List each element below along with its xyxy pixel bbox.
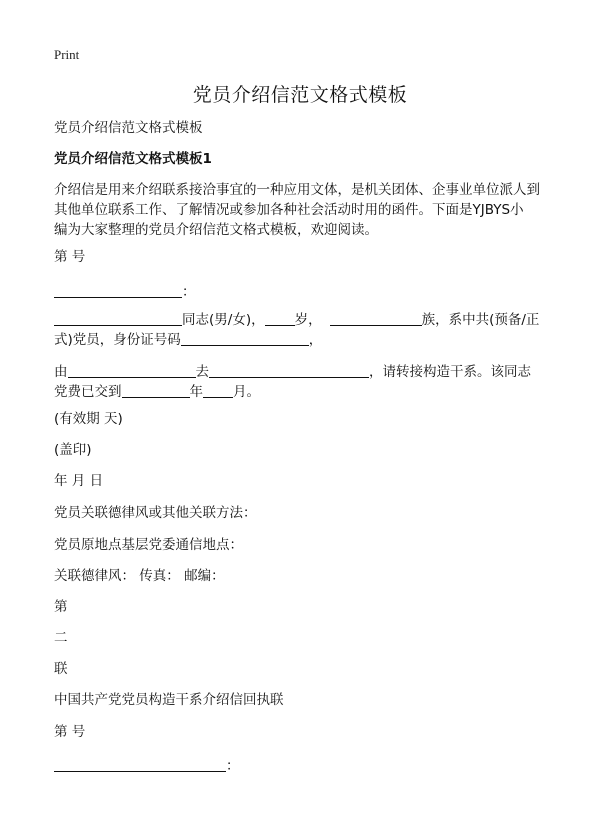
member-line-2	[54, 329, 322, 351]
document-title: 党员介绍信范文格式模板	[192, 84, 408, 106]
member-text: 式)党员，身份证号码	[54, 332, 181, 348]
recipient-line	[54, 281, 196, 303]
print-link[interactable]: Print	[54, 47, 80, 62]
document-subtitle: 党员介绍信范文格式模板	[54, 120, 203, 136]
part-char-di: 第	[54, 599, 68, 615]
from-text: 由	[54, 364, 68, 380]
ethnic-blank[interactable]	[330, 311, 422, 326]
recipient-blank[interactable]	[54, 283, 182, 298]
phone-fax-zip-text: 关联德律风： 传真： 邮编：	[54, 568, 225, 584]
receipt-colon: ：	[226, 758, 240, 774]
to-blank[interactable]	[209, 363, 369, 378]
address-text: 党员原地点基层党委通信地点：	[54, 537, 243, 553]
age-text: 岁，	[294, 312, 322, 328]
receipt-title: 中国共产党党员构造干系介绍信回执联	[54, 692, 284, 708]
from-blank[interactable]	[68, 363, 196, 378]
intro-line-1: 介绍信是用来介绍联系接洽事宜的一种应用文体，是机关团体、企事业单位派人到	[54, 182, 540, 198]
age-blank[interactable]	[265, 311, 295, 326]
to-text: 去	[195, 364, 209, 380]
recipient-colon: ：	[182, 284, 196, 300]
id-number-blank[interactable]	[181, 331, 309, 346]
letter-number-label: 第 号	[54, 249, 86, 265]
section-heading: 党员介绍信范文格式模板1	[54, 151, 212, 167]
ethnic-text: 族，系中共(预备/正	[421, 312, 540, 328]
comrade-text: 同志(男/女)，	[182, 312, 265, 328]
part-char-lian: 联	[54, 661, 68, 677]
month-text: 月。	[233, 384, 260, 400]
transfer-text: ，请转接构造干系。该同志	[369, 364, 531, 380]
name-blank[interactable]	[54, 311, 182, 326]
receipt-number-label: 第 号	[54, 724, 86, 740]
intro-line-2: 其他单位联系工作、了解情况或参加各种社会活动时用的函件。下面是YJBYS小	[54, 202, 524, 218]
part-char-er: 二	[54, 630, 68, 646]
receipt-recipient-line	[54, 755, 240, 777]
date-text: 年 月 日	[54, 473, 104, 489]
transfer-line-1	[54, 361, 531, 383]
year-text: 年	[189, 384, 203, 400]
member-line-1	[54, 309, 539, 331]
validity-text: (有效期 天)	[54, 411, 123, 427]
fee-text: 党费已交到	[54, 384, 122, 400]
seal-text: (盖印)	[54, 442, 92, 458]
intro-line-3: 编为大家整理的党员介绍信范文格式模板，欢迎阅读。	[54, 222, 378, 238]
fee-year-blank[interactable]	[122, 383, 190, 398]
transfer-line-2	[54, 381, 260, 403]
receipt-recipient-blank[interactable]	[54, 757, 226, 772]
id-comma: ，	[308, 332, 323, 348]
contact-method-text: 党员关联德律风或其他关联方法：	[54, 505, 257, 521]
fee-month-blank[interactable]	[203, 383, 233, 398]
